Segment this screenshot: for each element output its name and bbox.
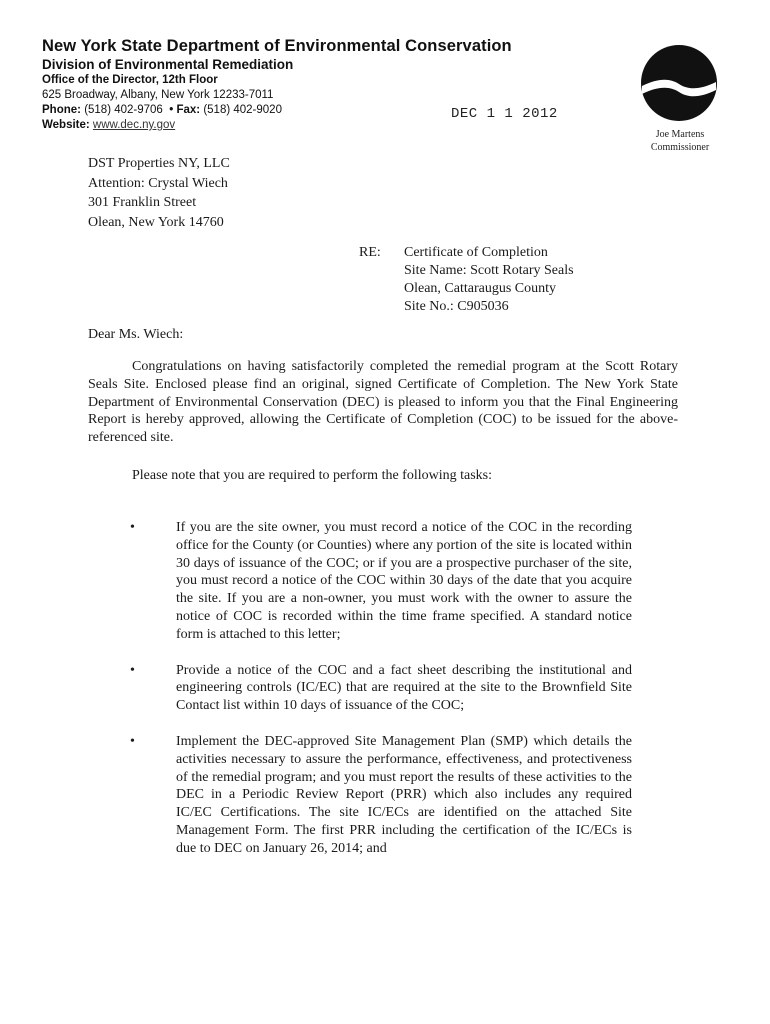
- task-list: [120, 519, 632, 876]
- recipient-address: [88, 154, 230, 232]
- phone-number: (518) 402-9706: [84, 104, 163, 116]
- congratulations-paragraph: Congratulations on having satisfactorily completed the remedial program at the Scott Rotary Seals Site. Enclosed please find an original, signed Certificate of Completion. The New York State Department of Environmental Conservation (DEC) is pleased to inform you that the Final Engineering Report is hereby approved, allowing the Certificate of Completion (COC) to be issued for the above-referenced site.: [88, 359, 678, 446]
- fax-number: (518) 402-9020: [203, 104, 282, 116]
- salutation: Dear Ms. Wiech:: [88, 327, 184, 342]
- task-text: Provide a notice of the COC and a fact sheet describing the institutional and engineering controls (IC/EC) that are required at the site to the Brownfield Site Contact list within 10 days of issuance of the COC;: [176, 662, 632, 714]
- website-label: Website:: [42, 119, 90, 131]
- bullet-icon: •: [130, 520, 135, 535]
- phone-label: Phone:: [42, 104, 81, 116]
- task-text: Implement the DEC-approved Site Management Plan (SMP) which details the activities necessary to assure the performance, effectiveness, and protectiveness of the remedial program; and you must report the results of these activities to the DEC in a Periodic Review Report (PRR) which also includes any required IC/EC Certifications. The site IC/ECs are identified on the attached Site Management Form. The first PRR including the certification of the IC/ECs is due to DEC on January 26, 2014; and: [176, 733, 632, 856]
- contact-line: Phone: (518) 402-9706 • Fax: (518) 402-9020: [42, 104, 282, 116]
- re-site-name: Site Name: Scott Rotary Seals: [404, 263, 574, 278]
- recipient-attention: Attention: Crystal Wiech: [88, 175, 228, 191]
- commissioner-title: Commissioner: [650, 142, 710, 153]
- dec-seal-logo-icon: [640, 44, 718, 122]
- office-name: Office of the Director, 12th Floor: [42, 74, 218, 86]
- website-link[interactable]: www.dec.ny.gov: [92, 119, 176, 131]
- re-block: [404, 244, 574, 316]
- list-item: [120, 519, 632, 644]
- agency-name: New York State Department of Environmental Conservation: [42, 37, 512, 55]
- re-label: RE:: [359, 245, 381, 260]
- list-item: [120, 662, 632, 715]
- date-stamp: DEC 1 1 2012: [451, 106, 558, 122]
- letterhead: [42, 36, 512, 133]
- re-location: Olean, Cattaraugus County: [404, 281, 557, 296]
- recipient-company: DST Properties NY, LLC: [88, 156, 230, 171]
- website-line: [42, 118, 512, 133]
- re-subject: Certificate of Completion: [404, 245, 548, 260]
- list-item: [120, 733, 632, 858]
- fax-label: Fax:: [176, 104, 201, 116]
- commissioner-block: [620, 128, 740, 154]
- bullet-icon: •: [130, 662, 135, 678]
- re-site-number: Site No.: C905036: [404, 299, 509, 314]
- bullet-icon: •: [130, 733, 135, 749]
- division-name: Division of Environmental Remediation: [42, 57, 294, 72]
- agency-address: 625 Broadway, Albany, New York 12233-7011: [42, 89, 274, 101]
- commissioner-name: Joe Martens: [655, 129, 705, 140]
- tasks-intro: Please note that you are required to perform the following tasks:: [132, 468, 493, 483]
- task-text: If you are the site owner, you must record a notice of the COC in the recording office for the County (or Counties) where any portion of the site is located within 30 days of issuance of the COC; or if you are a prospective purchaser of the site, you must record a notice of the COC within 30 days of the date that you acquire the site. If you are a non-owner, you must work with the owner to assure the notice of COC is recorded within the time frame specified. A standard notice form is attached to this letter;: [176, 520, 632, 642]
- recipient-street: 301 Franklin Street: [88, 195, 197, 210]
- recipient-city: Olean, New York 14760: [88, 214, 224, 230]
